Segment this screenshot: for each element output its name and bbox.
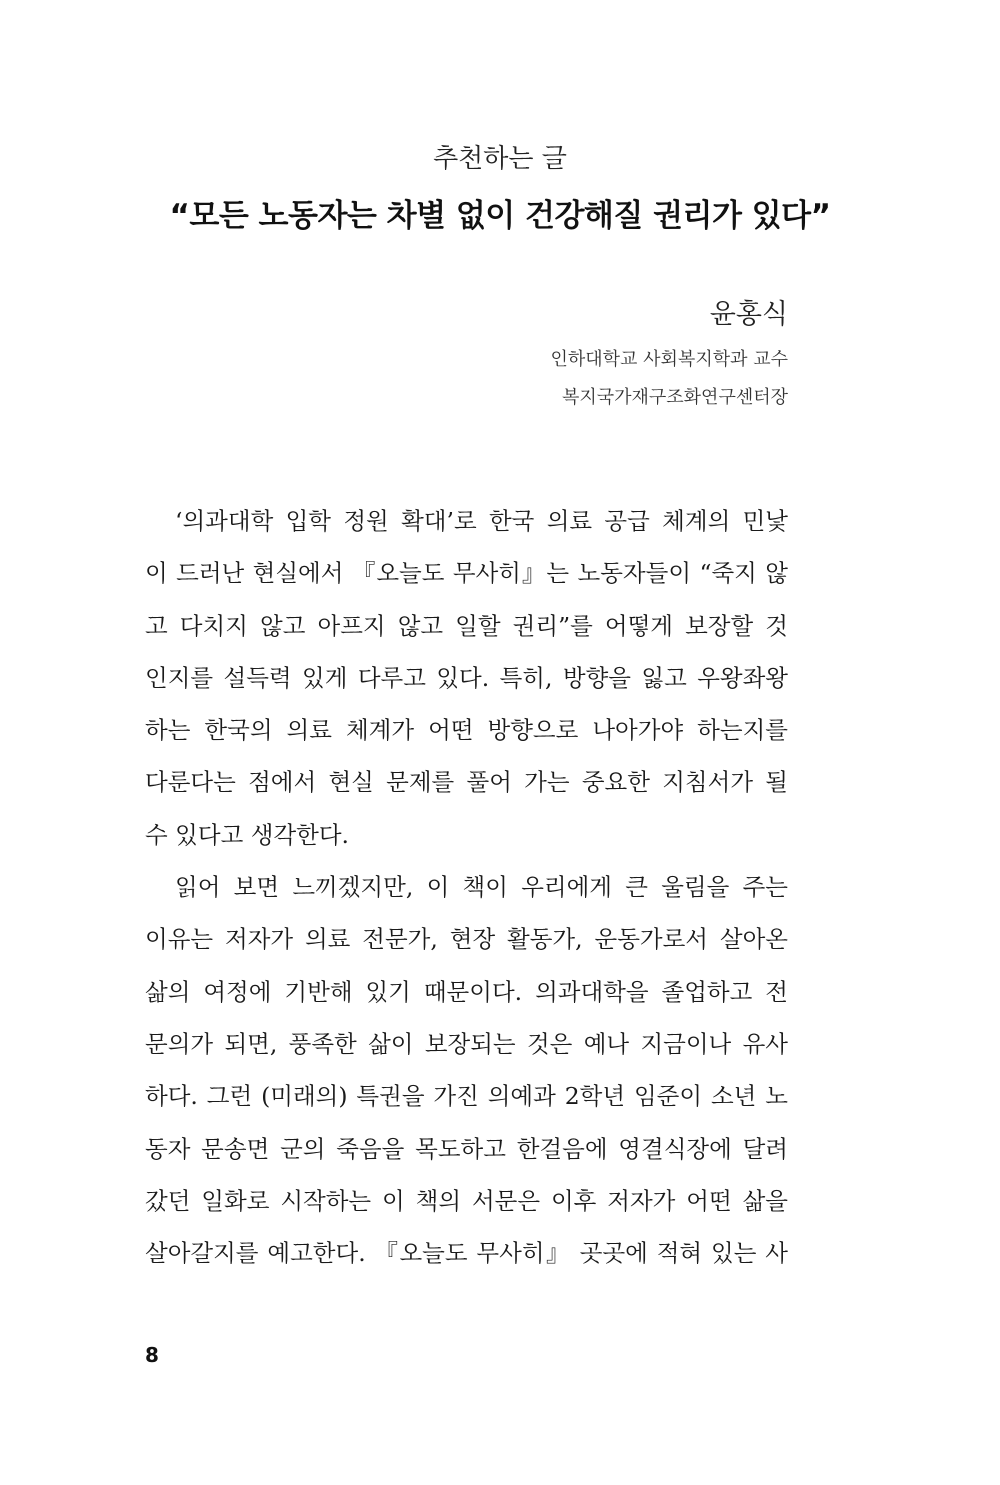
page-number: 8: [145, 1343, 159, 1367]
body-text: [145, 495, 788, 1279]
body-line: 하는 한국의 의료 체계가 어떤 방향으로 나아가야 하는지를: [145, 716, 788, 745]
body-line: 갔던 일화로 시작하는 이 책의 서문은 이후 저자가 어떤 삶을: [145, 1186, 788, 1215]
body-line: 인지를 설득력 있게 다루고 있다. 특히, 방향을 잃고 우왕좌왕: [145, 663, 788, 692]
body-line: 다룬다는 점에서 현실 문제를 풀어 가는 중요한 지침서가 될: [145, 768, 788, 797]
body-line: 이유는 저자가 의료 전문가, 현장 활동가, 운동가로서 살아온: [145, 925, 788, 954]
body-line: 읽어 보면 느끼겠지만, 이 책이 우리에게 큰 울림을 주는: [175, 873, 788, 902]
body-line: 살아갈지를 예고한다. 『오늘도 무사히』 곳곳에 적혀 있는 사: [145, 1239, 788, 1268]
body-line: 이 드러난 현실에서 『오늘도 무사히』는 노동자들이 “죽지 않: [145, 559, 788, 588]
body-line: 하다. 그런 (미래의) 특권을 가진 의예과 2학년 임준이 소년 노: [145, 1082, 788, 1111]
section-kicker: 추천하는 글: [433, 144, 567, 174]
author-affiliation-2: 복지국가재구조화연구센터장: [561, 387, 788, 408]
body-line: ‘의과대학 입학 정원 확대’로 한국 의료 공급 체계의 민낯: [175, 507, 788, 535]
body-line: 동자 문송면 군의 죽음을 목도하고 한걸음에 영결식장에 달려: [145, 1134, 788, 1163]
author-affiliation-1: 인하대학교 사회복지학과 교수: [550, 349, 788, 370]
body-line: 문의가 되면, 풍족한 삶이 보장되는 것은 예나 지금이나 유사: [145, 1029, 788, 1058]
page-title: “모든 노동자는 차별 없이 건강해질 권리가 있다”: [169, 198, 831, 234]
body-line: 고 다치지 않고 아프지 않고 일할 권리”를 어떻게 보장할 것: [145, 611, 788, 640]
body-line: 삶의 여정에 기반해 있기 때문이다. 의과대학을 졸업하고 전: [145, 977, 788, 1006]
body-line: 수 있다고 생각한다.: [145, 820, 350, 849]
author-name: 윤홍식: [709, 299, 788, 330]
